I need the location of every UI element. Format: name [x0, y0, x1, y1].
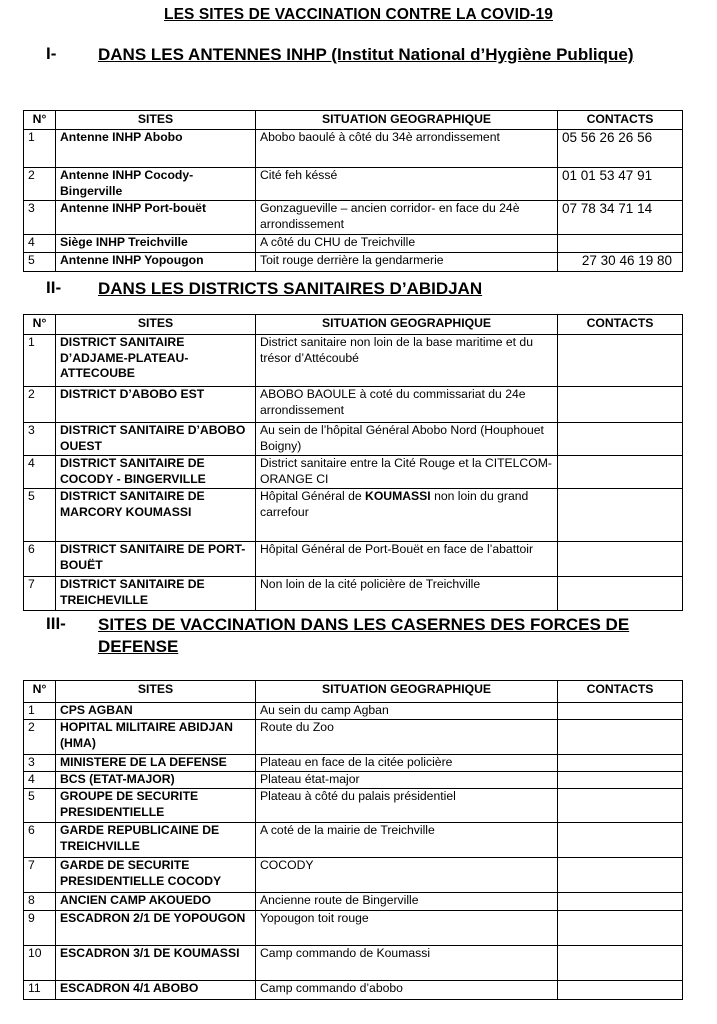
table-row	[24, 772, 683, 789]
site-location: Cité feh késsé	[256, 168, 558, 201]
row-number: 6	[24, 542, 56, 577]
site-location: Gonzagueville – ancien corridor- en face du 24è arrondissement	[256, 201, 558, 235]
site-name: CPS AGBAN	[56, 703, 256, 720]
site-contact	[558, 489, 683, 542]
site-location: Abobo baoulé à côté du 34è arrondissement	[256, 130, 558, 168]
site-location: Hôpital Général de Port-Bouët en face de l’abattoir	[256, 542, 558, 577]
table-row	[24, 577, 683, 611]
site-contact	[558, 772, 683, 789]
table-row	[24, 789, 683, 823]
table-header-row	[24, 111, 683, 130]
row-number: 1	[24, 335, 56, 387]
location-text: Hôpital Général de	[260, 489, 366, 503]
header-contacts: CONTACTS	[558, 111, 683, 130]
site-contact: 07 78 34 71 14	[558, 201, 683, 235]
site-name: DISTRICT SANITAIRE DE TREICHEVILLE	[56, 577, 256, 611]
table-row	[24, 168, 683, 201]
section-1-number: I-	[46, 44, 57, 63]
row-number: 3	[24, 755, 56, 772]
site-name: DISTRICT SANITAIRE D’ADJAME-PLATEAU-ATTECOUBE	[56, 335, 256, 387]
site-location: A coté de la mairie de Treichville	[256, 823, 558, 858]
header-sites: SITES	[56, 315, 256, 335]
row-number: 9	[24, 911, 56, 946]
site-location: Plateau à côté du palais présidentiel	[256, 789, 558, 823]
site-location: Plateau état-major	[256, 772, 558, 789]
site-location: Camp commando de Koumassi	[256, 946, 558, 981]
table-row	[24, 456, 683, 489]
row-number: 2	[24, 387, 56, 423]
site-contact	[558, 235, 683, 253]
site-name: GROUPE DE SECURITE PRESIDENTIELLE	[56, 789, 256, 823]
table-row	[24, 130, 683, 168]
section-1-title: DANS LES ANTENNES INHP (Institut National d’Hygiène Publique)	[98, 45, 634, 64]
site-name: GARDE DE SECURITE PRESIDENTIELLE COCODY	[56, 858, 256, 893]
site-location: Toit rouge derrière la gendarmerie	[256, 253, 558, 272]
site-location: COCODY	[256, 858, 558, 893]
site-name: ESCADRON 2/1 DE YOPOUGON	[56, 911, 256, 946]
site-location: A côté du CHU de Treichville	[256, 235, 558, 253]
site-contact	[558, 703, 683, 720]
site-contact	[558, 335, 683, 387]
row-number: 2	[24, 720, 56, 755]
site-location: ABOBO BAOULE à coté du commissariat du 24e arrondissement	[256, 387, 558, 423]
header-situation: SITUATION GEOGRAPHIQUE	[256, 681, 558, 703]
table-casernes-forces-defense	[23, 680, 683, 1000]
site-name: ESCADRON 4/1 ABOBO	[56, 981, 256, 1000]
row-number: 10	[24, 946, 56, 981]
section-2-number: II-	[46, 278, 62, 297]
table-row	[24, 235, 683, 253]
site-name: ESCADRON 3/1 DE KOUMASSI	[56, 946, 256, 981]
location-text-bold: KOUMASSI	[365, 489, 431, 503]
site-contact	[558, 823, 683, 858]
row-number: 3	[24, 201, 56, 235]
row-number: 8	[24, 893, 56, 911]
header-contacts: CONTACTS	[558, 681, 683, 703]
site-contact	[558, 755, 683, 772]
site-name: DISTRICT SANITAIRE DE COCODY - BINGERVILLE	[56, 456, 256, 489]
row-number: 11	[24, 981, 56, 1000]
site-location: Ancienne route de Bingerville	[256, 893, 558, 911]
site-contact	[558, 542, 683, 577]
table-row	[24, 703, 683, 720]
row-number: 7	[24, 577, 56, 611]
site-location: Plateau en face de la citée policière	[256, 755, 558, 772]
table-header-row	[24, 681, 683, 703]
row-number: 4	[24, 772, 56, 789]
header-sites: SITES	[56, 111, 256, 130]
header-contacts: CONTACTS	[558, 315, 683, 335]
site-name: DISTRICT SANITAIRE DE PORT-BOUËT	[56, 542, 256, 577]
row-number: 5	[24, 489, 56, 542]
site-location: Non loin de la cité policière de Treichville	[256, 577, 558, 611]
site-contact	[558, 893, 683, 911]
site-location: Au sein du camp Agban	[256, 703, 558, 720]
table-row	[24, 201, 683, 235]
site-name: ANCIEN CAMP AKOUEDO	[56, 893, 256, 911]
table-row	[24, 335, 683, 387]
row-number: 2	[24, 168, 56, 201]
header-num: N°	[24, 111, 56, 130]
section-2-title: DANS LES DISTRICTS SANITAIRES D’ABIDJAN	[98, 279, 483, 298]
table-row	[24, 858, 683, 893]
header-situation: SITUATION GEOGRAPHIQUE	[256, 111, 558, 130]
site-name: DISTRICT SANITAIRE DE MARCORY KOUMASSI	[56, 489, 256, 542]
site-contact	[558, 720, 683, 755]
table-row	[24, 981, 683, 1000]
section-3-number: III-	[46, 614, 66, 633]
site-name: HOPITAL MILITAIRE ABIDJAN (HMA)	[56, 720, 256, 755]
site-contact	[558, 858, 683, 893]
site-name: Antenne INHP Abobo	[56, 130, 256, 168]
site-location: Yopougon toit rouge	[256, 911, 558, 946]
row-number: 6	[24, 823, 56, 858]
table-antennes-inhp	[23, 110, 683, 272]
header-sites: SITES	[56, 681, 256, 703]
document-title: LES SITES DE VACCINATION CONTRE LA COVID-19	[164, 6, 553, 23]
site-location	[256, 489, 558, 542]
table-row	[24, 893, 683, 911]
table-row	[24, 387, 683, 423]
site-contact	[558, 981, 683, 1000]
row-number: 3	[24, 423, 56, 456]
site-contact	[558, 577, 683, 611]
table-row	[24, 823, 683, 858]
site-name: GARDE REPUBLICAINE DE TREICHVILLE	[56, 823, 256, 858]
site-name: Antenne INHP Yopougon	[56, 253, 256, 272]
site-name: Siège INHP Treichville	[56, 235, 256, 253]
table-row	[24, 423, 683, 456]
row-number: 5	[24, 789, 56, 823]
site-location: District sanitaire non loin de la base maritime et du trésor d’Attécoubé	[256, 335, 558, 387]
site-contact: 01 01 53 47 91	[558, 168, 683, 201]
site-contact: 05 56 26 26 56	[558, 130, 683, 168]
site-location: Au sein de l’hôpital Général Abobo Nord (Houphouet Boigny)	[256, 423, 558, 456]
table-row	[24, 720, 683, 755]
table-row	[24, 911, 683, 946]
site-contact	[558, 911, 683, 946]
table-row	[24, 489, 683, 542]
site-name: Antenne INHP Port-bouët	[56, 201, 256, 235]
site-contact: 27 30 46 19 80	[558, 253, 683, 272]
row-number: 1	[24, 130, 56, 168]
site-name: MINISTERE DE LA DEFENSE	[56, 755, 256, 772]
header-num: N°	[24, 315, 56, 335]
row-number: 7	[24, 858, 56, 893]
row-number: 4	[24, 235, 56, 253]
site-name: Antenne INHP Cocody-Bingerville	[56, 168, 256, 201]
table-header-row	[24, 315, 683, 335]
header-situation: SITUATION GEOGRAPHIQUE	[256, 315, 558, 335]
site-contact	[558, 946, 683, 981]
table-row	[24, 542, 683, 577]
site-contact	[558, 456, 683, 489]
table-row	[24, 755, 683, 772]
row-number: 5	[24, 253, 56, 272]
table-row	[24, 946, 683, 981]
site-contact	[558, 789, 683, 823]
row-number: 1	[24, 703, 56, 720]
site-location: Route du Zoo	[256, 720, 558, 755]
table-districts-sanitaires	[23, 314, 683, 611]
location-text: non loin du grand carrefour	[260, 489, 529, 519]
row-number: 4	[24, 456, 56, 489]
table-row	[24, 253, 683, 272]
site-location: District sanitaire entre la Cité Rouge et la CITELCOM-ORANGE CI	[256, 456, 558, 489]
site-name: DISTRICT SANITAIRE D’ABOBO OUEST	[56, 423, 256, 456]
site-contact	[558, 423, 683, 456]
site-name: DISTRICT D’ABOBO EST	[56, 387, 256, 423]
site-name: BCS (ETAT-MAJOR)	[56, 772, 256, 789]
site-contact	[558, 387, 683, 423]
site-location: Camp commando d’abobo	[256, 981, 558, 1000]
section-3-title: SITES DE VACCINATION DANS LES CASERNES DES FORCES DE DEFENSE	[98, 615, 630, 656]
header-num: N°	[24, 681, 56, 703]
